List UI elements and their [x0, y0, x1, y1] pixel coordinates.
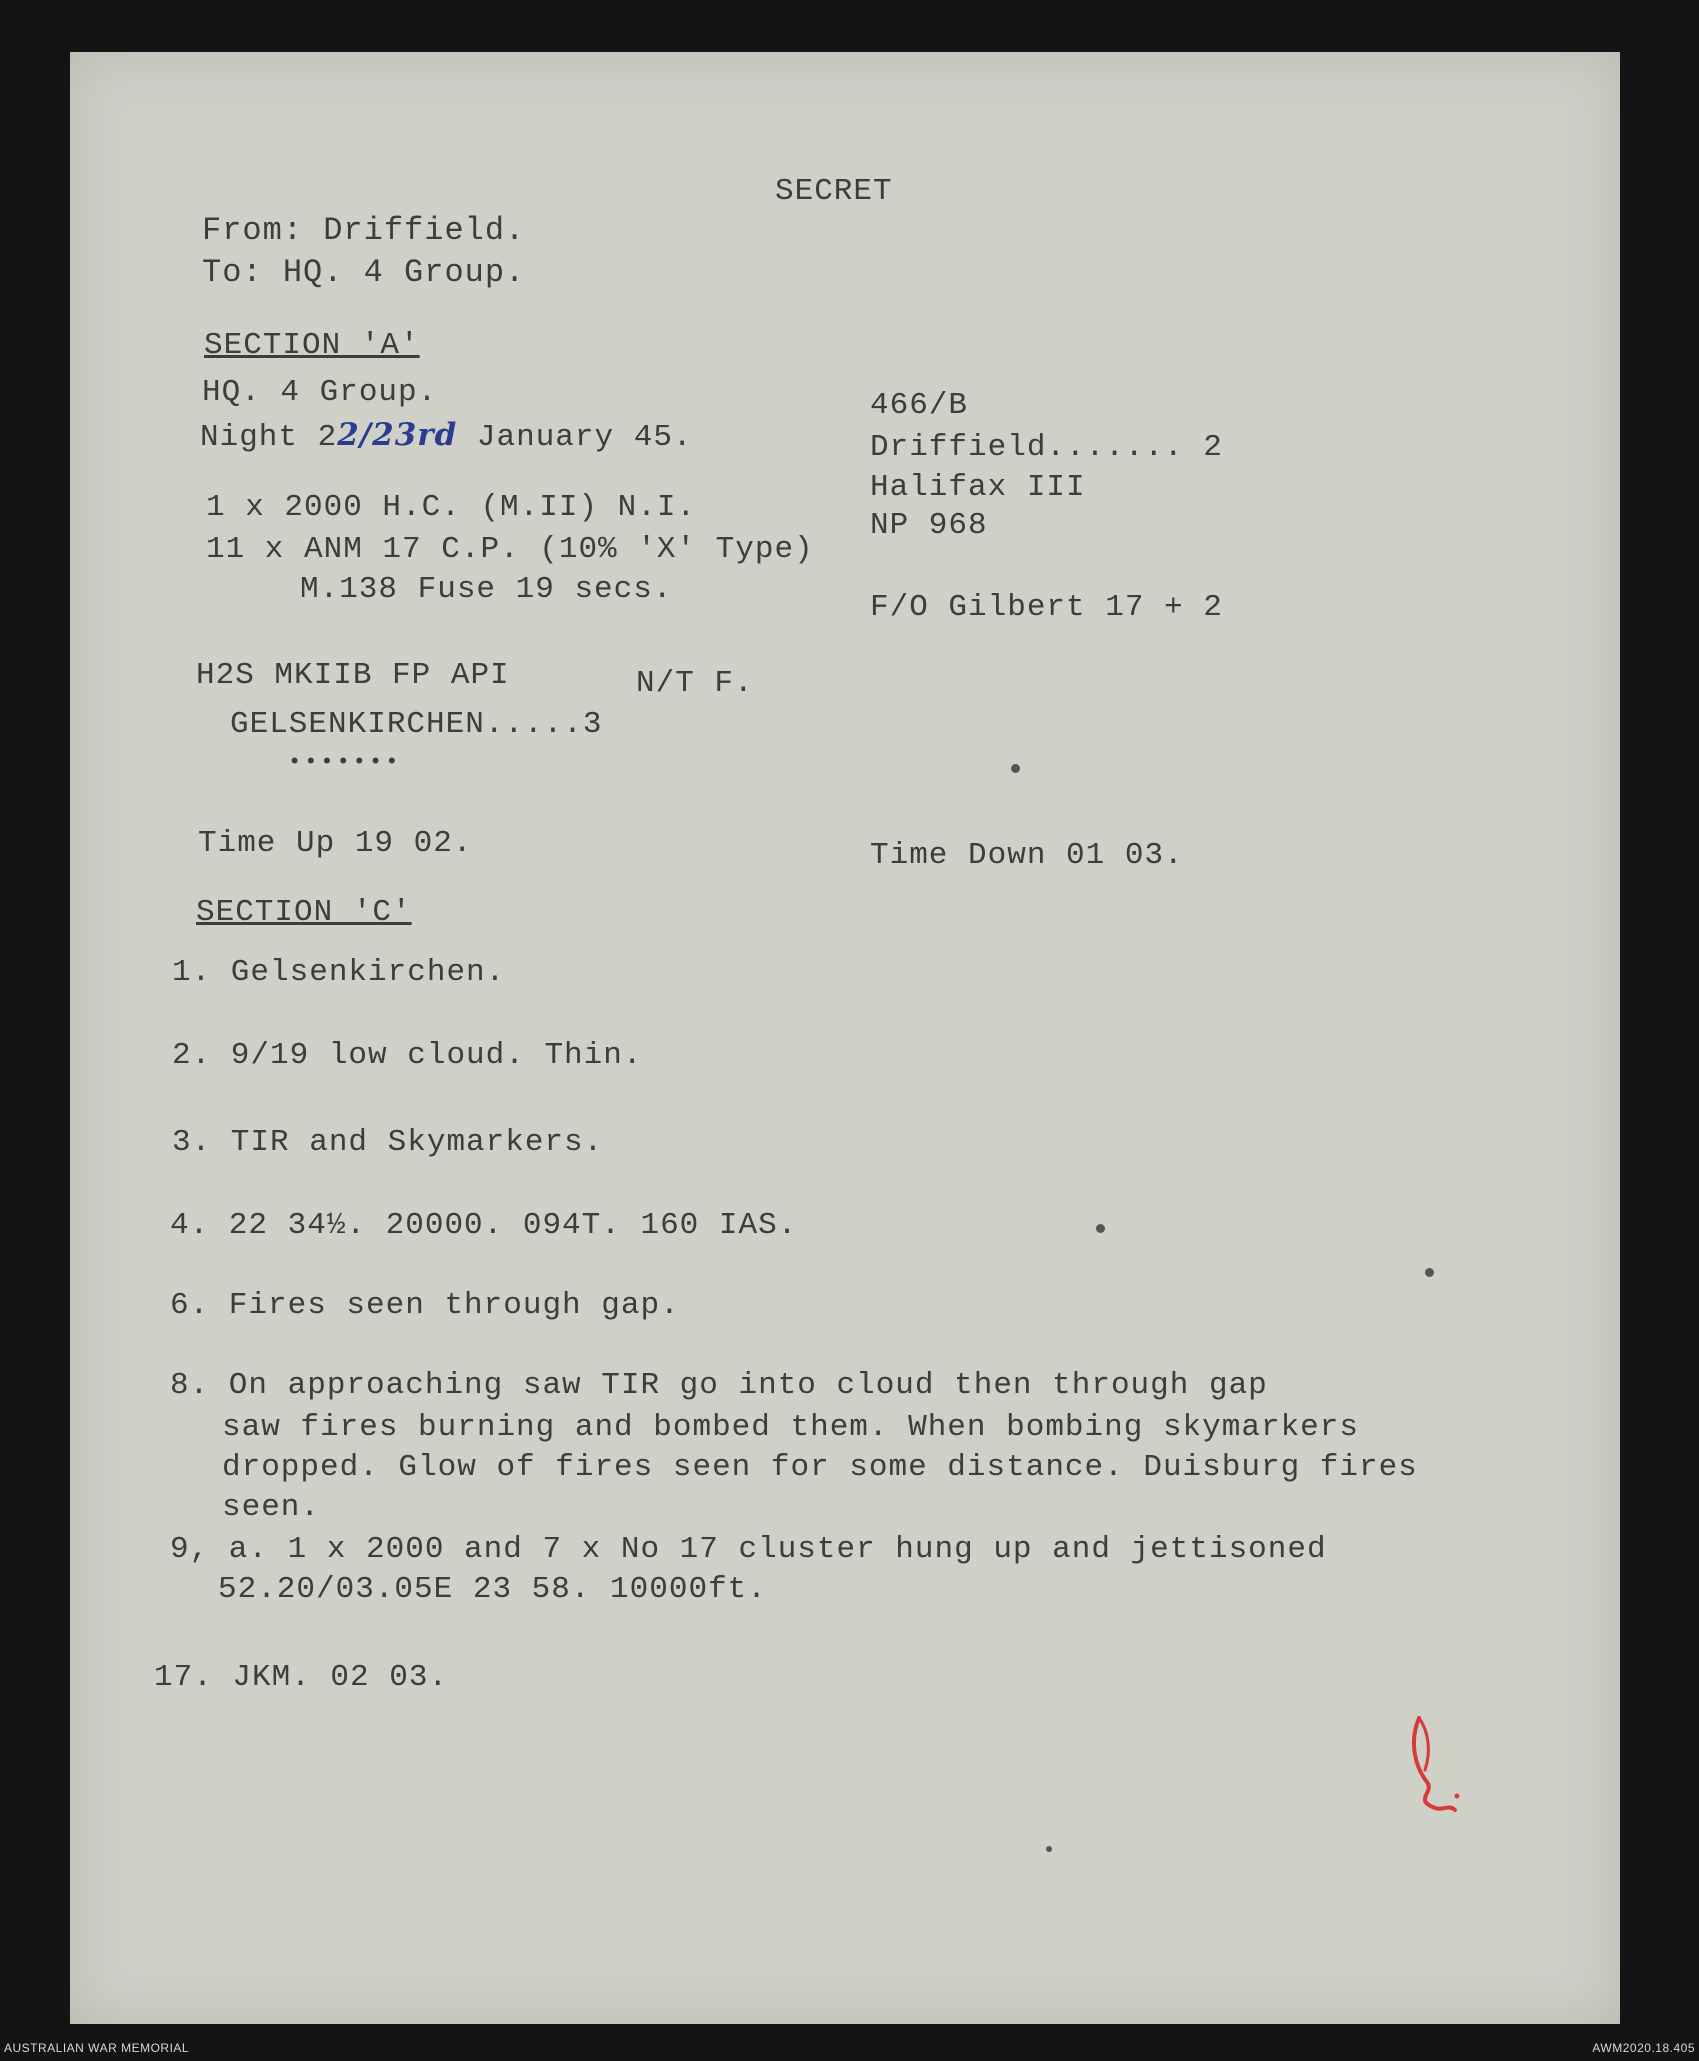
item-2: 2. 9/19 low cloud. Thin. [172, 1038, 643, 1073]
time-up: Time Up 19 02. [198, 826, 473, 861]
stars-line: ••••••• [288, 750, 402, 775]
pilot-line: F/O Gilbert 17 + 2 [870, 590, 1223, 625]
red-handwritten-mark [1405, 1712, 1465, 1822]
section-a-hq: HQ. 4 Group. [202, 375, 438, 410]
bomb-load-2: 11 x ANM 17 C.P. (10% 'X' Type) [206, 532, 814, 567]
section-c-heading: SECTION 'C' [196, 895, 412, 930]
item-8-line-2: saw fires burning and bombed them. When bombing skymarkers [222, 1410, 1359, 1445]
item-4: 4. 22 34½. 20000. 094T. 160 IAS. [170, 1208, 798, 1243]
secret-label: SECRET [775, 174, 893, 209]
from-line: From: Driffield. [202, 212, 526, 249]
bomb-load-3: M.138 Fuse 19 secs. [300, 572, 673, 607]
nt-label: N/T F. [636, 666, 754, 701]
night-month: January 45. [476, 420, 693, 455]
base-line: Driffield....... 2 [870, 430, 1223, 465]
item-6: 6. Fires seen through gap. [170, 1288, 680, 1323]
night-handwritten: 2/23rd [337, 417, 458, 453]
squadron: 466/B [870, 388, 969, 423]
item-8-line-3: dropped. Glow of fires seen for some distance. Duisburg fires [222, 1450, 1418, 1485]
item-8-line-4: seen. [222, 1490, 321, 1525]
night-typed: Night 2 [200, 420, 338, 455]
paper-mark [1011, 764, 1020, 773]
footer-left: AUSTRALIAN WAR MEMORIAL [4, 2041, 190, 2055]
item-1: 1. Gelsenkirchen. [172, 955, 506, 990]
section-a-night [200, 417, 693, 455]
target-line: GELSENKIRCHEN.....3 [230, 707, 603, 742]
bomb-load-1: 1 x 2000 H.C. (M.II) N.I. [206, 490, 697, 525]
to-line: To: HQ. 4 Group. [202, 254, 526, 291]
item-9-line-1: 9, a. 1 x 2000 and 7 x No 17 cluster hung up and jettisoned [170, 1532, 1327, 1567]
aircraft-type: Halifax III [870, 470, 1086, 505]
document-page [70, 52, 1620, 2024]
section-a-heading: SECTION 'A' [204, 328, 420, 363]
time-down: Time Down 01 03. [870, 838, 1184, 873]
h2s-line: H2S MKIIB FP API [196, 658, 510, 693]
paper-mark [1046, 1846, 1052, 1852]
aircraft-serial: NP 968 [870, 508, 988, 543]
paper-mark [1425, 1268, 1434, 1277]
item-17: 17. JKM. 02 03. [154, 1660, 449, 1695]
item-9-line-2: 52.20/03.05E 23 58. 10000ft. [218, 1572, 767, 1607]
paper-mark [1096, 1224, 1105, 1233]
item-3: 3. TIR and Skymarkers. [172, 1125, 604, 1160]
item-8-line-1: 8. On approaching saw TIR go into cloud then through gap [170, 1368, 1268, 1403]
footer-right: AWM2020.18.405 [1592, 2041, 1695, 2055]
